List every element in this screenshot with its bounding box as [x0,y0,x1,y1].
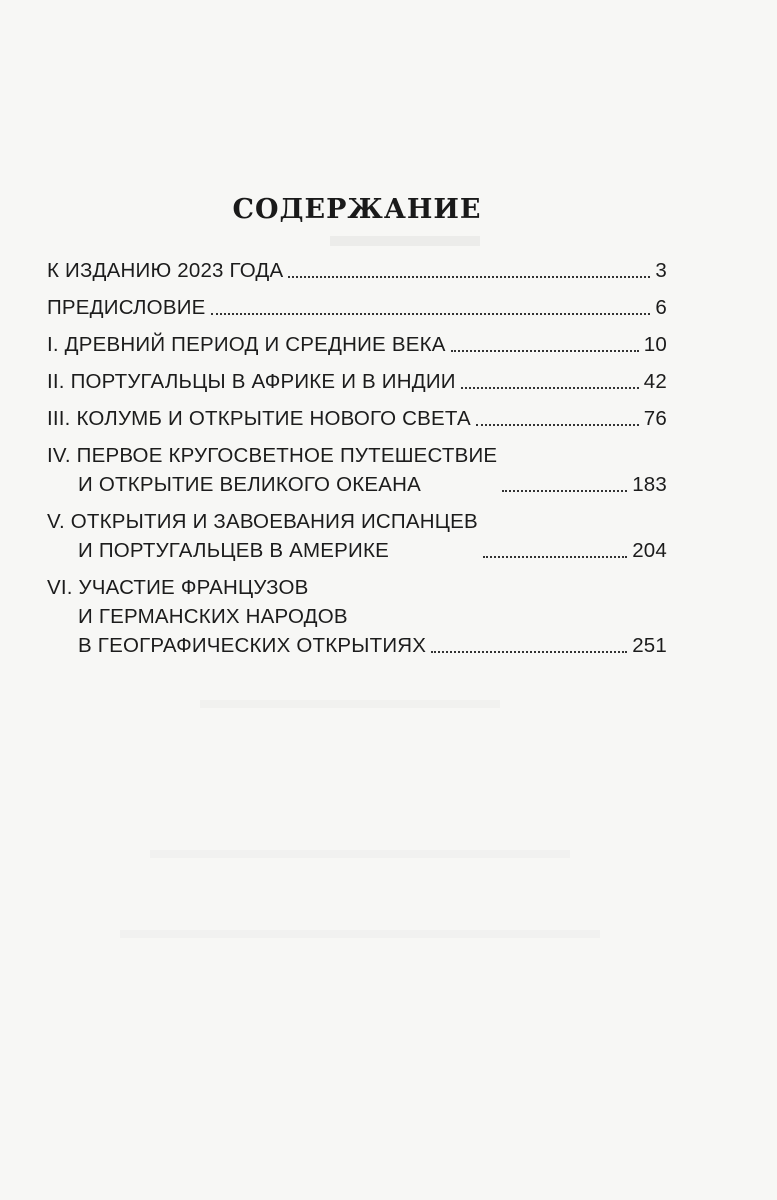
toc-entry-title [47,367,456,396]
toc-entry-line: I. ДРЕВНИЙ ПЕРИОД И СРЕДНИЕ ВЕКА [47,333,446,356]
toc-page-number: 204 [632,539,667,562]
bleed-through-decoration [150,850,570,858]
toc-entry-line: К ИЗДАНИЮ 2023 ГОДА [47,259,284,282]
toc-page-number: 76 [643,407,667,430]
toc-entry-title [47,507,478,565]
toc-title: СОДЕРЖАНИЕ [232,194,482,225]
dot-leader [288,276,650,278]
toc-entry[interactable] [47,367,667,396]
dot-leader [451,350,639,352]
toc-entry-title [47,441,497,499]
toc-entry-line: III. КОЛУМБ И ОТКРЫТИЕ НОВОГО СВЕТА [47,407,471,430]
toc-entry-line: VI. УЧАСТИЕ ФРАНЦУЗОВ [47,576,309,599]
toc-entry-line: II. ПОРТУГАЛЬЦЫ В АФРИКЕ И В ИНДИИ [47,370,456,393]
toc-entry-line: И ГЕРМАНСКИХ НАРОДОВ [78,605,348,628]
toc-page-number: 6 [655,296,667,319]
bleed-through-decoration [200,700,500,708]
toc-entry[interactable] [47,404,667,433]
toc-entry-line: И ПОРТУГАЛЬЦЕВ В АМЕРИКЕ [78,539,389,562]
toc-entry[interactable] [47,507,667,565]
toc-page-number: 251 [632,634,667,657]
dot-leader [502,490,627,492]
bleed-through-decoration [330,236,480,246]
toc-page-number: 3 [655,259,667,282]
toc-entry-title [47,573,426,660]
table-of-contents [47,256,667,668]
toc-entry-title [47,293,206,322]
dot-leader [431,651,627,653]
toc-entry-line: ПРЕДИСЛОВИЕ [47,296,206,319]
dot-leader [483,556,627,558]
dot-leader [476,424,639,426]
toc-entry-line: IV. ПЕРВОЕ КРУГОСВЕТНОЕ ПУТЕШЕСТВИЕ [47,444,498,467]
toc-page-number: 42 [643,370,667,393]
toc-entry-line: В ГЕОГРАФИЧЕСКИХ ОТКРЫТИЯХ [78,634,427,657]
toc-entry[interactable] [47,441,667,499]
toc-entry-line: И ОТКРЫТИЕ ВЕЛИКОГО ОКЕАНА [78,473,421,496]
dot-leader [211,313,651,315]
toc-entry[interactable] [47,293,667,322]
bleed-through-decoration [120,930,600,938]
toc-entry-line: V. ОТКРЫТИЯ И ЗАВОЕВАНИЯ ИСПАНЦЕВ [47,510,478,533]
toc-entry[interactable] [47,330,667,359]
dot-leader [461,387,639,389]
toc-entry-title [47,256,283,285]
toc-entry[interactable] [47,256,667,285]
toc-entry[interactable] [47,573,667,660]
toc-page-number: 183 [632,473,667,496]
toc-entry-title [47,330,446,359]
toc-entry-title [47,404,471,433]
toc-page-number: 10 [643,333,667,356]
